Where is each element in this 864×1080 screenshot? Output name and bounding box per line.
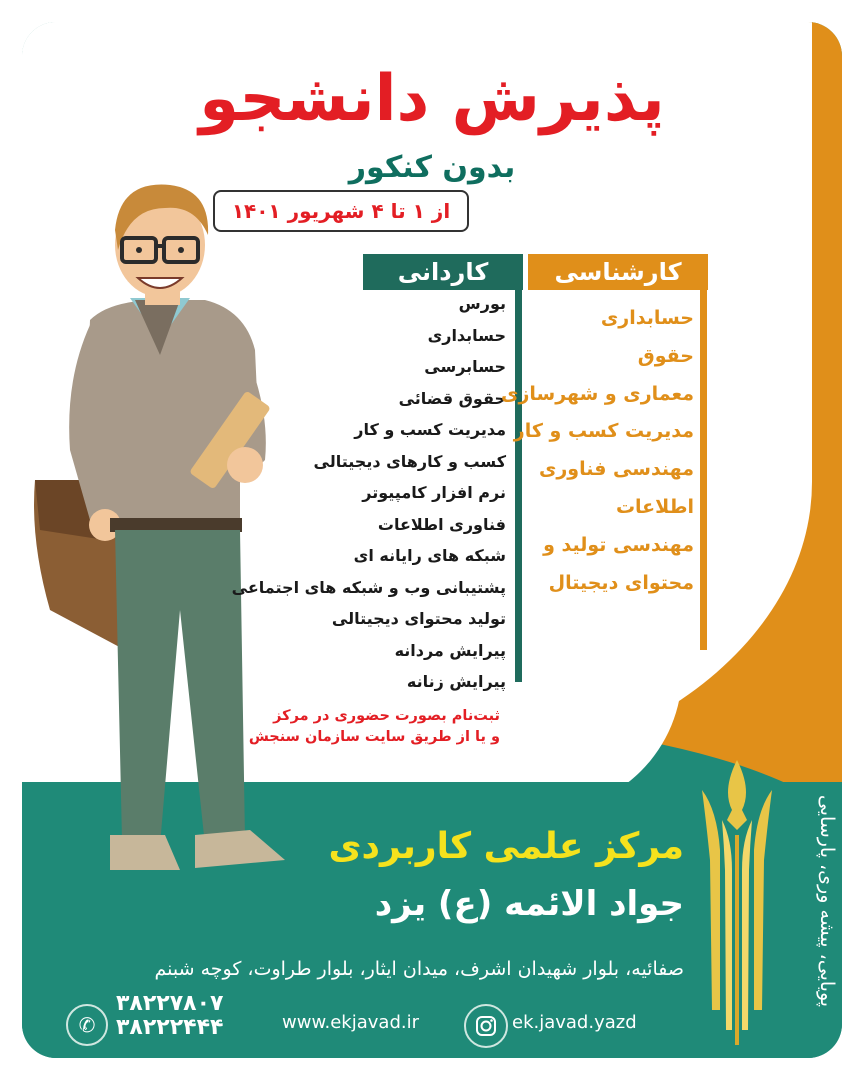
date-range-box: از ۱ تا ۴ شهریور ۱۴۰۱ [213, 190, 469, 232]
list-item: کسب و کارهای دیجیتالی [313, 451, 506, 471]
list-item: حقوق [637, 344, 694, 367]
list-item: محتوای دیجیتال [548, 571, 694, 594]
website-link[interactable]: www.ekjavad.ir [282, 1012, 419, 1033]
pen-flame-logo [692, 750, 782, 1050]
associate-program-list [230, 288, 506, 698]
slogan-text: پویایی، پیشه وری، پارسایی [816, 794, 838, 1008]
registration-note-line2: و یا از طریق سایت سازمان سنجش [248, 729, 500, 745]
list-item: تولید محتوای دیجیتالی [331, 609, 506, 628]
phone-icon: ✆ [66, 1004, 108, 1046]
list-item: فناوری اطلاعات [377, 514, 506, 534]
list-item: حسابرسی [424, 357, 506, 376]
list-item: پشتیبانی وب و شبکه های اجتماعی [231, 577, 506, 597]
list-item: مهندسی فناوری [538, 458, 694, 481]
slogan [792, 780, 838, 1040]
instagram-icon [464, 1004, 508, 1048]
phone-number[interactable]: ۳۸۲۲۷۸۰۷ [116, 991, 224, 1016]
list-item: حسابداری [427, 325, 506, 345]
registration-note [240, 706, 500, 748]
phone-numbers [116, 992, 223, 1040]
instagram-handle[interactable]: ek.javad.yazd [512, 1012, 637, 1033]
list-item: مدیریت کسب و کار [513, 420, 694, 443]
list-item: بورس [458, 294, 506, 313]
list-item: مدیریت کسب و کار [354, 420, 506, 439]
list-item: حقوق قضائی [398, 388, 506, 408]
bachelor-column-bar [700, 290, 707, 650]
bachelor-heading: کارشناسی [528, 254, 708, 290]
list-item: حسابداری [600, 307, 694, 329]
page-title: پذیرش دانشجو [199, 62, 665, 136]
list-item: معماری و شهرسازی [501, 382, 694, 405]
list-item: پیرایش زنانه [406, 672, 506, 691]
list-item: نرم افزار کامپیوتر [362, 483, 506, 502]
registration-note-line1: ثبت‌نام بصورت حضوری در مرکز [273, 708, 500, 724]
center-name-location: جواد الائمه (ع) یزد [374, 884, 684, 924]
list-item: شبکه های رایانه ای [353, 546, 506, 565]
associate-heading: کاردانی [363, 254, 523, 290]
bachelor-program-list [500, 300, 694, 602]
list-item: اطلاعات [615, 495, 694, 518]
address: صفائیه، بلوار شهیدان اشرف، میدان ایثار، بلوار طراوت، کوچه شبنم [154, 958, 684, 980]
list-item: پیرایش مردانه [394, 640, 506, 660]
list-item: مهندسی تولید و [543, 533, 694, 556]
center-name: مرکز علمی کاربردی [328, 826, 684, 867]
page-subtitle: بدون کنکور [348, 150, 516, 185]
phone-number[interactable]: ۳۸۲۲۲۴۴۴ [116, 1015, 224, 1040]
